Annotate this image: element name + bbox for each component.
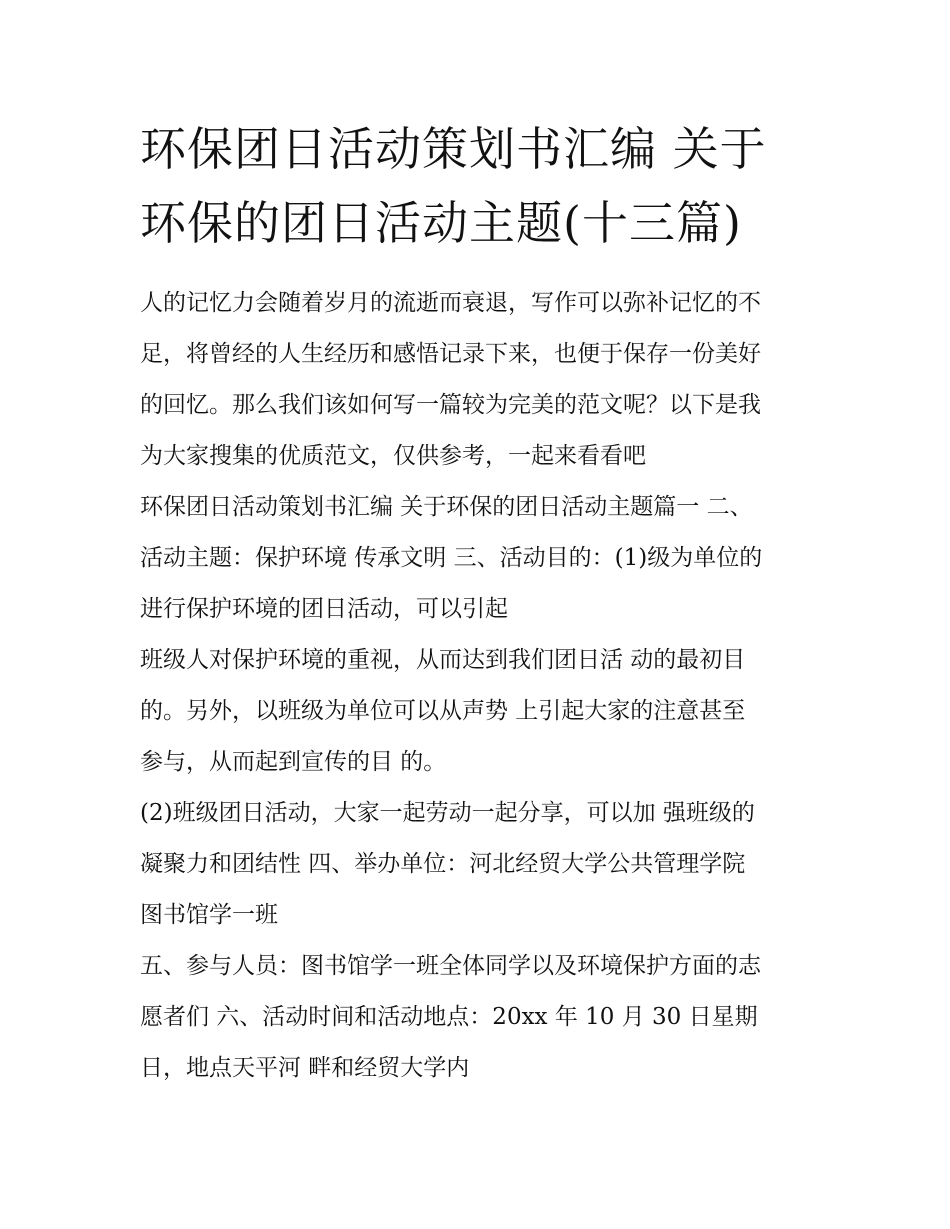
title-line-2: 环保的团日活动主题(十三篇) — [140, 196, 742, 250]
body-line-9: 的。另外，以班级为单位可以从声势 上引起大家的注意甚至 — [140, 698, 746, 724]
body-line-5: 环保团日活动策划书汇编 关于环保的团日活动主题篇一 二、 — [140, 494, 753, 520]
body-line-4: 为大家搜集的优质范文，仅供参考，一起来看看吧 — [140, 443, 646, 469]
document-title — [140, 112, 820, 260]
body-line-11: (2)班级团日活动，大家一起劳动一起分享，可以加 强班级的 — [140, 800, 755, 826]
body-line-3: 的回忆。那么我们该如何写一篇较为完美的范文呢？以下是我 — [140, 392, 761, 418]
title-line-1: 环保团日活动策划书汇编 关于 — [140, 122, 767, 176]
body-line-12: 凝聚力和团结性 四、举办单位：河北经贸大学公共管理学院 — [140, 851, 746, 877]
document-body — [140, 278, 830, 1094]
body-line-16: 日，地点天平河 畔和经贸大学内 — [140, 1055, 470, 1081]
body-line-2: 足，将曾经的人生经历和感悟记录下来，也便于保存一份美好 — [140, 341, 761, 367]
body-line-8: 班级人对保护环境的重视，从而达到我们团日活 动的最初目 — [140, 647, 746, 673]
body-line-7: 进行保护环境的团日活动，可以引起 — [140, 596, 508, 622]
body-line-14: 五、参与人员：图书馆学一班全体同学以及环境保护方面的志 — [140, 953, 761, 979]
body-line-10: 参与，从而起到宣传的目 的。 — [140, 749, 447, 775]
body-line-6: 活动主题：保护环境 传承文明 三、活动目的：(1)级为单位的 — [140, 545, 763, 571]
body-line-13: 图书馆学一班 — [140, 902, 278, 928]
body-line-15: 愿者们 六、活动时间和活动地点：20xx 年 10 月 30 日星期 — [140, 1004, 758, 1030]
body-line-1: 人的记忆力会随着岁月的流逝而衰退，写作可以弥补记忆的不 — [140, 290, 761, 316]
